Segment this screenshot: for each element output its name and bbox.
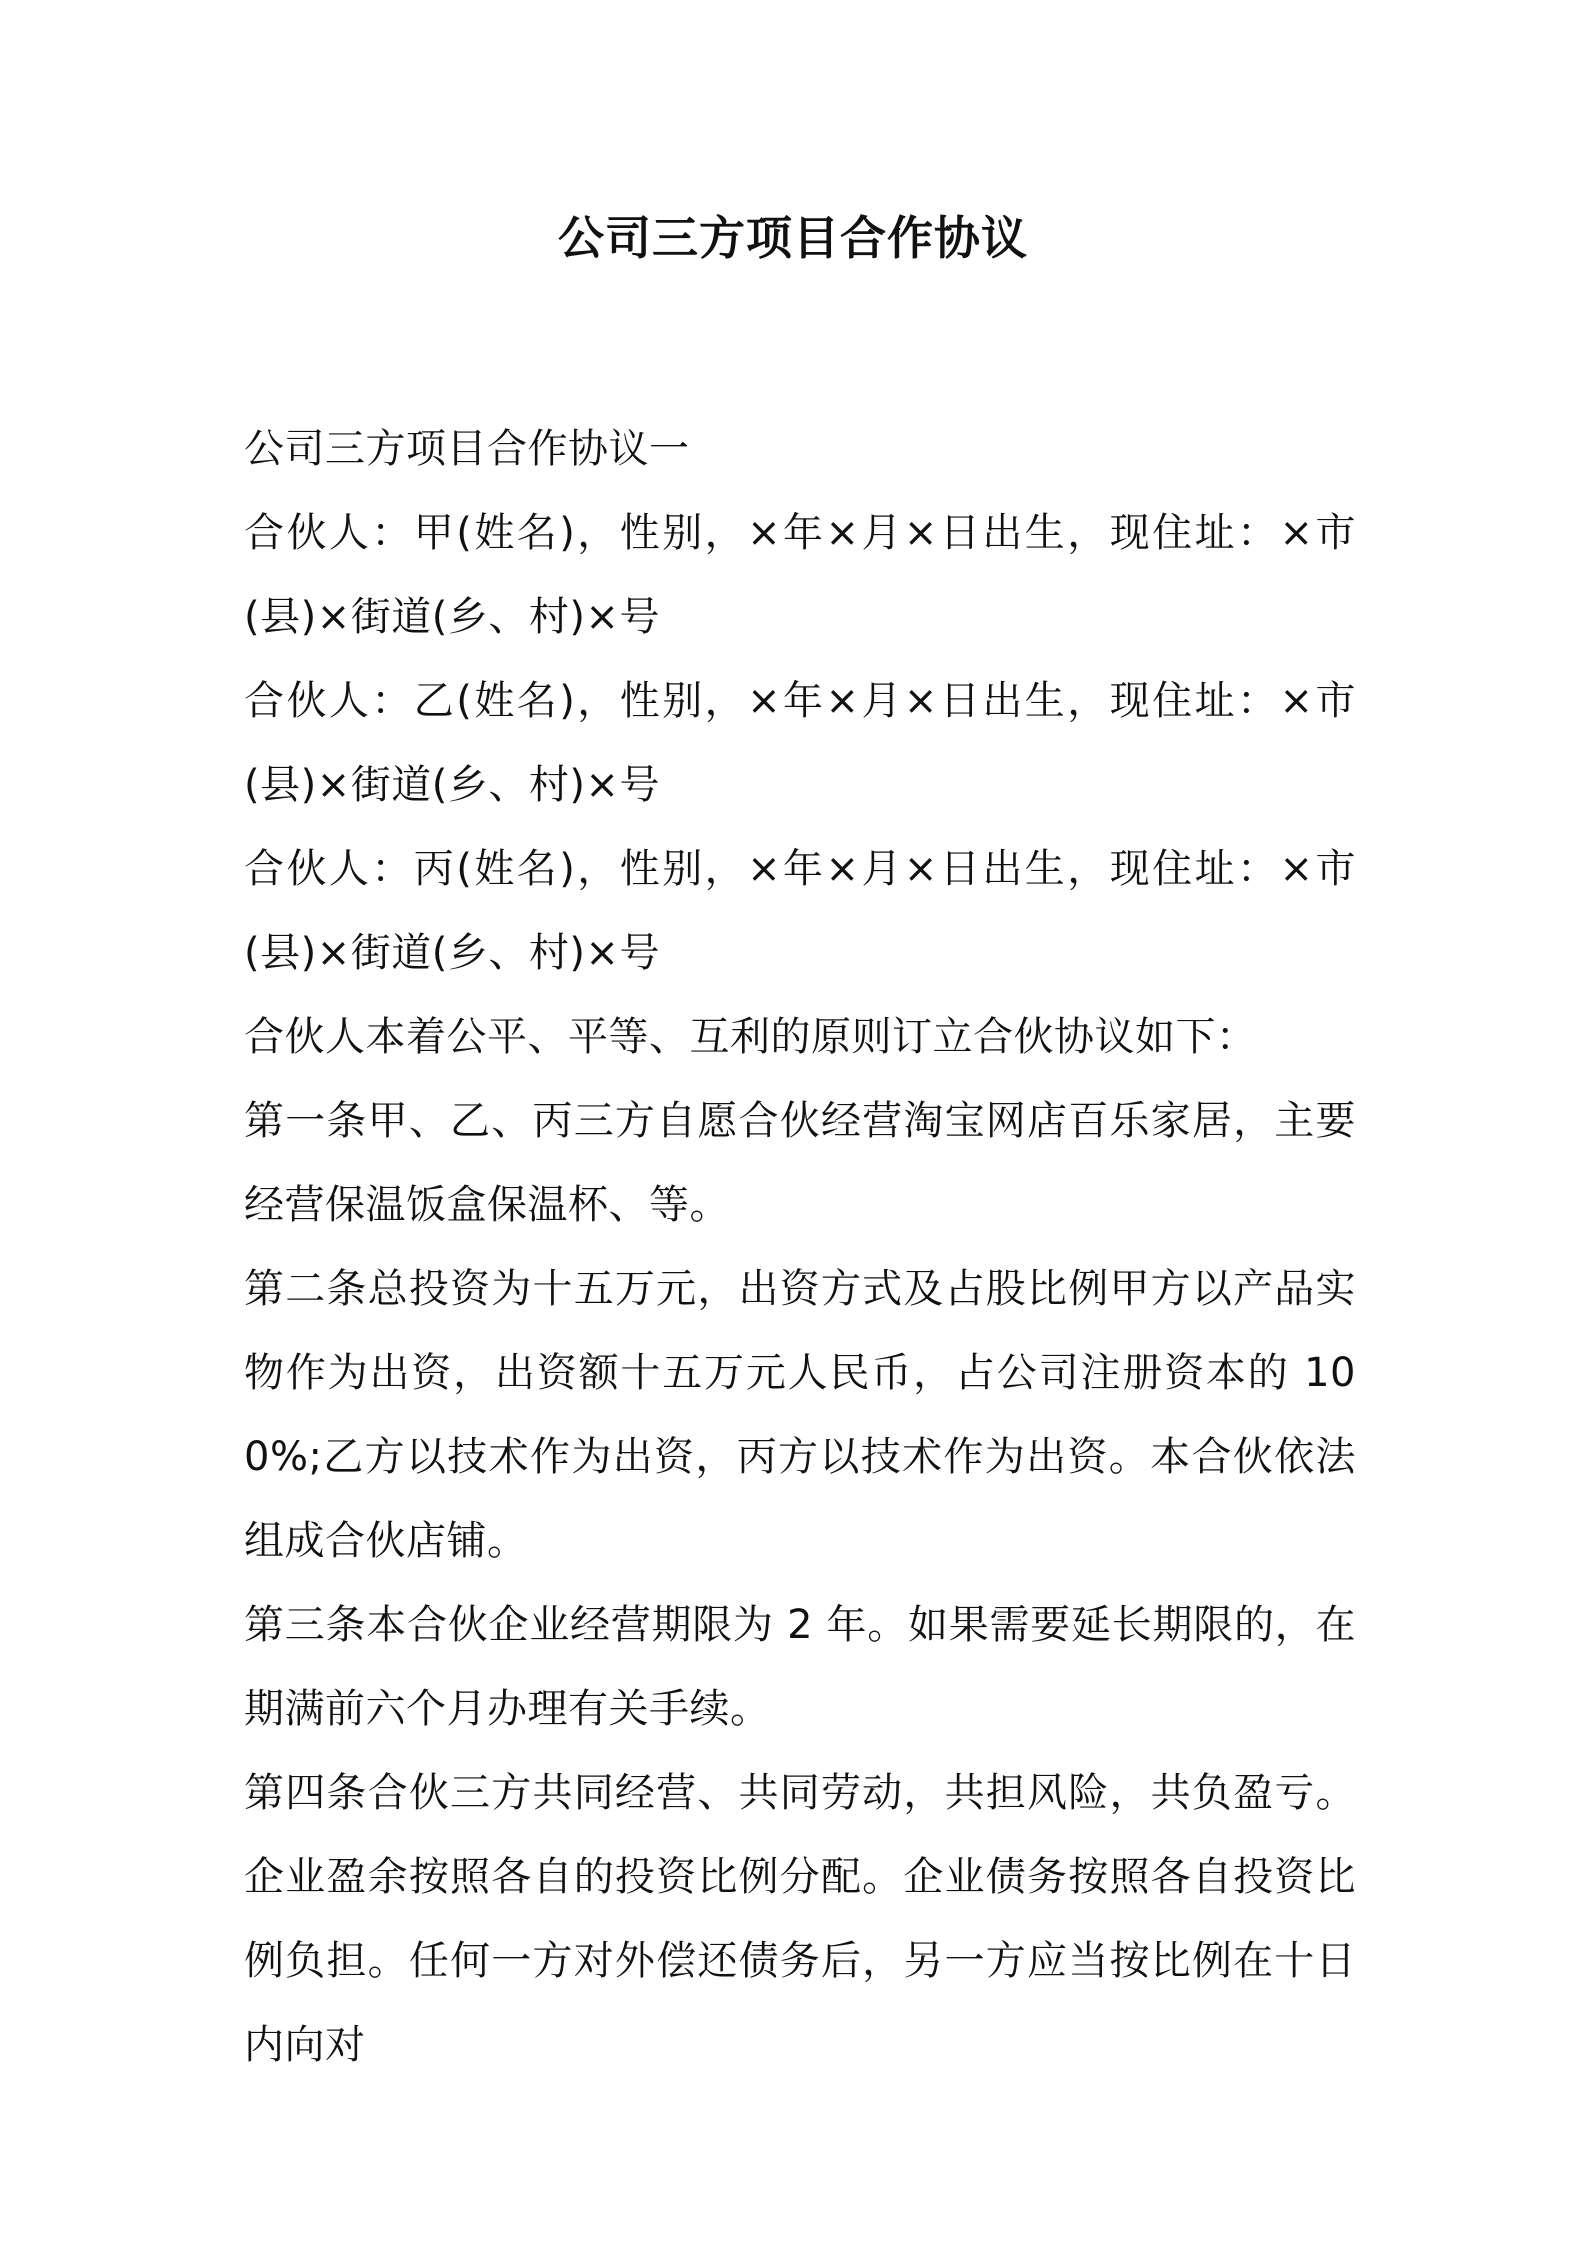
article-3-paragraph: 第三条本合伙企业经营期限为 2 年。如果需要延长期限的，在期满前六个月办理有关手续。 xyxy=(244,1602,1356,1732)
article-1-paragraph: 第一条甲、乙、丙三方自愿合伙经营淘宝网店百乐家居，主要经营保温饭盒保温杯、等。 xyxy=(244,1098,1356,1228)
partner-c-paragraph: 合伙人：丙(姓名)，性别，×年×月×日出生，现住址：×市(县)×街道(乡、村)×号 xyxy=(244,846,1356,976)
article-2-paragraph: 第二条总投资为十五万元，出资方式及占股比例甲方以产品实物作为出资，出资额十五万元人民币，占公司注册资本的 100%;乙方以技术作为出资，丙方以技术作为出资。本合伙依法组成合伙店铺。 xyxy=(244,1266,1356,1564)
document-title: 公司三方项目合作协议 xyxy=(558,211,1028,265)
preamble-paragraph: 合伙人本着公平、平等、互利的原则订立合伙协议如下： xyxy=(244,1014,1257,1060)
document-body xyxy=(244,407,1356,2087)
agreement-subtitle: 公司三方项目合作协议一 xyxy=(244,426,690,472)
article-4-paragraph: 第四条合伙三方共同经营、共同劳动，共担风险，共负盈亏。企业盈余按照各自的投资比例分配。企业债务按照各自投资比例负担。任何一方对外偿还债务后，另一方应当按比例在十日内向对 xyxy=(244,1770,1356,2068)
partner-a-paragraph: 合伙人：甲(姓名)，性别，×年×月×日出生，现住址：×市(县)×街道(乡、村)×号 xyxy=(244,510,1356,640)
partner-b-paragraph: 合伙人：乙(姓名)，性别，×年×月×日出生，现住址：×市(县)×街道(乡、村)×号 xyxy=(244,678,1356,808)
